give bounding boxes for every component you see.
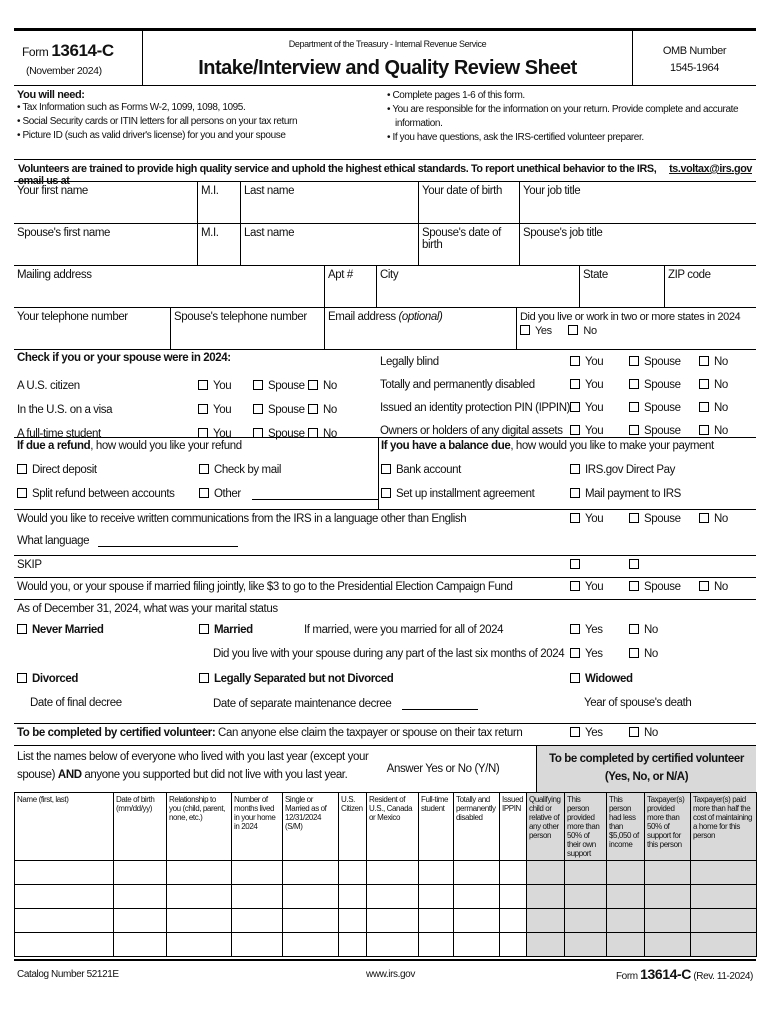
status-label: A full-time student	[17, 428, 101, 440]
visa-spouse-checkbox[interactable]	[253, 404, 263, 414]
column-header: Issued IPPIN	[500, 793, 527, 861]
instruction-item: • If you have questions, ask the IRS-certified volunteer preparer.	[387, 132, 644, 143]
refund-section: If due a refund, how would you like your refund Direct deposit Check by mail Split refund between accounts Other If you have a balance due, how would you like to make your payment Bank account IRS.gov Direct Pay Set up installment agreement Mail payment to IRS	[14, 438, 756, 510]
married-all-year-question: If married, were you married for all of 2024	[304, 624, 504, 636]
skip-label: SKIP	[17, 559, 42, 571]
married-all-year-yes-checkbox[interactable]	[570, 624, 580, 634]
spouse-job-title-field[interactable]: Spouse's job title	[519, 224, 756, 265]
student-spouse-checkbox[interactable]	[253, 428, 263, 438]
visa-you-checkbox[interactable]	[198, 404, 208, 414]
direct-deposit-checkbox[interactable]	[17, 464, 27, 474]
two-states-no-checkbox[interactable]	[568, 325, 578, 335]
spouse-first-name-field[interactable]: Spouse's first name	[17, 227, 111, 239]
split-refund-checkbox[interactable]	[17, 488, 27, 498]
form-header	[14, 28, 756, 86]
column-header: Name (first, last)	[15, 793, 114, 861]
final-decree-label: Date of final decree	[30, 697, 122, 709]
taxpayer-name-row	[14, 182, 756, 224]
column-header: Number of months lived in your home in 2024	[232, 793, 283, 861]
instruction-item: • Complete pages 1-6 of this form.	[387, 90, 525, 101]
language-spouse-checkbox[interactable]	[629, 513, 639, 523]
ethics-statement: Volunteers are trained to provide high quality service and uphold the highest ethical standards. To report unethical behavior to the IRS, email us at ts.voltax@irs.gov	[14, 160, 756, 182]
spouse-last-name-field[interactable]: Last name	[240, 224, 418, 265]
footer-form-id: Form 13614-C (Rev. 11-2024)	[615, 966, 753, 982]
form-date: (November 2024)	[26, 65, 102, 77]
married-all-year-no-checkbox[interactable]	[629, 624, 639, 634]
separate-decree-label: Date of separate maintenance decree	[213, 698, 392, 710]
department-name: Department of the Treasury - Internal Revenue Service	[288, 39, 487, 49]
blind-no-checkbox[interactable]	[699, 356, 709, 366]
what-language-label: What language	[17, 535, 90, 547]
status-heading: Check if you or your spouse were in 2024:	[17, 352, 231, 364]
ippin-you-checkbox[interactable]	[570, 402, 580, 412]
claim-no-checkbox[interactable]	[629, 727, 639, 737]
visa-no-checkbox[interactable]	[308, 404, 318, 414]
separate-decree-input[interactable]	[402, 697, 478, 710]
phone-field[interactable]: Your telephone number	[17, 311, 128, 323]
column-header: Full-time student	[419, 793, 454, 861]
mi-field[interactable]: M.I.	[197, 182, 240, 223]
other-refund-checkbox[interactable]	[199, 488, 209, 498]
table-row[interactable]	[15, 861, 757, 885]
lived-with-spouse-question: Did you live with your spouse during any part of the last six months of 2024	[213, 648, 565, 660]
spouse-phone-field[interactable]: Spouse's telephone number	[170, 308, 324, 349]
omb-box	[632, 31, 756, 85]
state-field[interactable]: State	[579, 266, 664, 307]
irs-website-link[interactable]: www.irs.gov	[366, 969, 415, 980]
citizen-no-checkbox[interactable]	[308, 380, 318, 390]
spouse-mi-field[interactable]: M.I.	[197, 224, 240, 265]
claim-yes-checkbox[interactable]	[570, 727, 580, 737]
balance-heading: If you have a balance due, how would you like to make your payment	[381, 440, 714, 452]
address-row	[14, 266, 756, 308]
campaign-question: Would you, or your spouse if married filing jointly, like $3 to go to the Presidential Election Campaign Fund	[17, 581, 513, 593]
language-question: Would you like to receive written communications from the IRS in a language other than English	[17, 513, 467, 525]
ippin-spouse-checkbox[interactable]	[629, 402, 639, 412]
email-field[interactable]: Email address (optional)	[324, 308, 516, 349]
status-section: Check if you or your spouse were in 2024: A U.S. citizen In the U.S. on a visa A full-time student You Spouse No You Spouse No You Spouse No Legally blind Totally and permanently disabled Issued an identity protection PIN (IPPIN) Owners or holders of any digital assets You Spouse No You Spouse No You Spouse No You Spouse No	[14, 350, 756, 438]
certified-volunteer-header: To be completed by certified volunteer (Yes, No, or N/A)	[536, 746, 756, 792]
form-label: Form	[22, 45, 49, 59]
table-row[interactable]	[15, 933, 757, 957]
column-header: Taxpayer(s) paid more than half the cost of maintaining a home for this person	[691, 793, 757, 861]
form-number: 13614-C	[51, 41, 114, 60]
refund-heading: If due a refund, how would you like your refund	[17, 440, 242, 452]
status-label: Owners or holders of any digital assets	[380, 425, 563, 437]
instruction-item: • You are responsible for the information on your return. Provide complete and accurate information.	[387, 104, 739, 129]
dob-field[interactable]: Your date of birth	[418, 182, 519, 223]
language-section: Would you like to receive written communications from the IRS in a language other than English You Spouse No What language	[14, 510, 756, 556]
column-header: Single or Married as of 12/31/2024 (S/M)	[283, 793, 339, 861]
omb-number: 1545-1964	[669, 62, 719, 74]
form-page	[14, 28, 756, 989]
language-you-checkbox[interactable]	[570, 513, 580, 523]
student-you-checkbox[interactable]	[198, 428, 208, 438]
widowed-checkbox[interactable]	[570, 673, 580, 683]
column-header: U.S. Citizen	[339, 793, 367, 861]
disabled-you-checkbox[interactable]	[570, 379, 580, 389]
what-language-input[interactable]	[98, 534, 238, 547]
never-married-checkbox[interactable]	[17, 624, 27, 634]
contact-row	[14, 308, 756, 350]
status-label: Totally and permanently disabled	[380, 379, 535, 391]
last-name-field[interactable]: Last name	[240, 182, 418, 223]
citizen-spouse-checkbox[interactable]	[253, 380, 263, 390]
direct-pay-checkbox[interactable]	[570, 464, 580, 474]
marital-question: As of December 31, 2024, what was your marital status	[17, 603, 278, 615]
title-box	[142, 31, 632, 85]
form-title: Intake/Interview and Quality Review Sheet	[198, 57, 577, 79]
need-item: • Social Security cards or ITIN letters for all persons on your tax return	[17, 116, 298, 127]
column-header: Resident of U.S., Canada or Mexico	[367, 793, 419, 861]
blind-spouse-checkbox[interactable]	[629, 356, 639, 366]
two-states-yes-checkbox[interactable]	[520, 325, 530, 335]
divorced-checkbox[interactable]	[17, 673, 27, 683]
city-field[interactable]: City	[376, 266, 579, 307]
column-header: Taxpayer(s) provided more than 50% of support for this person	[645, 793, 691, 861]
bank-account-checkbox[interactable]	[381, 464, 391, 474]
disabled-spouse-checkbox[interactable]	[629, 379, 639, 389]
separated-checkbox[interactable]	[199, 673, 209, 683]
zip-field[interactable]: ZIP code	[664, 266, 756, 307]
table-row[interactable]	[15, 885, 757, 909]
need-item: • Tax Information such as Forms W-2, 1099, 1098, 1095.	[17, 102, 246, 113]
household-header-row	[15, 793, 757, 861]
household-table	[14, 792, 757, 957]
status-label: Issued an identity protection PIN (IPPIN)	[380, 402, 571, 414]
skip-checkbox-1[interactable]	[570, 559, 580, 569]
mail-payment-checkbox[interactable]	[570, 488, 580, 498]
column-header: This person had less than $5,050 of income	[607, 793, 645, 861]
form-footer	[14, 959, 756, 989]
omb-label: OMB Number	[662, 45, 727, 57]
digital-no-checkbox[interactable]	[699, 425, 709, 435]
other-refund-input[interactable]	[252, 488, 378, 500]
married-checkbox[interactable]	[199, 624, 209, 634]
skip-row	[14, 556, 756, 578]
lived-with-spouse-no-checkbox[interactable]	[629, 648, 639, 658]
table-row[interactable]	[15, 909, 757, 933]
installment-checkbox[interactable]	[381, 488, 391, 498]
status-label: Legally blind	[380, 356, 439, 368]
column-header: Qualifying child or relative of any other person	[527, 793, 565, 861]
job-title-field[interactable]: Your job title	[519, 182, 756, 223]
citizen-you-checkbox[interactable]	[198, 380, 208, 390]
check-by-mail-checkbox[interactable]	[199, 464, 209, 474]
marital-section: As of December 31, 2024, what was your marital status Never Married Married If married, were you married for all of 2024 Yes No Did you live with your spouse during any part of the last six months of 2024 Yes No Divorced Legally Separated but not Divorced Widowed Date of final decree Date of separate maintenance decree Year of spouse's death	[14, 600, 756, 724]
column-header: This person provided more than 50% of their own support	[565, 793, 607, 861]
campaign-spouse-checkbox[interactable]	[629, 581, 639, 591]
need-item: • Picture ID (such as valid driver's license) for you and your spouse	[17, 130, 286, 141]
digital-spouse-checkbox[interactable]	[629, 425, 639, 435]
spouse-name-row	[14, 224, 756, 266]
skip-checkbox-2[interactable]	[629, 559, 639, 569]
blind-you-checkbox[interactable]	[570, 356, 580, 366]
lived-with-spouse-yes-checkbox[interactable]	[570, 648, 580, 658]
catalog-number: Catalog Number 52121E	[17, 969, 119, 980]
household-intro: List the names below of everyone who lived with you last year (except your spouse) AND anyone you supported but did not live with you last year. Answer Yes or No (Y/N) To be completed by certified volunteer (Yes, No, or N/A)	[14, 746, 756, 792]
campaign-you-checkbox[interactable]	[570, 581, 580, 591]
you-will-need-heading: You will need:	[17, 89, 85, 101]
digital-you-checkbox[interactable]	[570, 425, 580, 435]
status-label: In the U.S. on a visa	[17, 404, 113, 416]
column-header: Date of birth (mm/dd/yy)	[114, 793, 167, 861]
status-label: A U.S. citizen	[17, 380, 80, 392]
claim-dependent-section: To be completed by certified volunteer: Can anyone else claim the taxpayer or spouse on their tax return Yes No	[14, 724, 756, 746]
claim-question: To be completed by certified volunteer: Can anyone else claim the taxpayer or spouse on their tax return	[17, 727, 523, 739]
ippin-no-checkbox[interactable]	[699, 402, 709, 412]
mailing-address-field[interactable]: Mailing address	[17, 269, 92, 281]
form-id-box	[14, 31, 142, 85]
apt-field[interactable]: Apt #	[324, 266, 376, 307]
column-header: Relationship to you (child, parent, none, etc.)	[167, 793, 232, 861]
disabled-no-checkbox[interactable]	[699, 379, 709, 389]
campaign-section: Would you, or your spouse if married filing jointly, like $3 to go to the Presidential Election Campaign Fund You Spouse No	[14, 578, 756, 600]
campaign-no-checkbox[interactable]	[699, 581, 709, 591]
you-will-need-section	[14, 86, 756, 160]
two-states-question: Did you live or work in two or more states in 2024 Yes No	[516, 308, 756, 349]
report-email-link[interactable]: ts.voltax@irs.gov	[669, 163, 752, 175]
student-no-checkbox[interactable]	[308, 428, 318, 438]
spouse-death-label: Year of spouse's death	[584, 697, 692, 709]
spouse-dob-field[interactable]: Spouse's date of birth	[418, 224, 519, 265]
first-name-field[interactable]: Your first name	[17, 185, 88, 197]
column-header: Totally and permanently disabled	[454, 793, 500, 861]
answer-yn-label: Answer Yes or No (Y/N)	[386, 763, 500, 775]
language-no-checkbox[interactable]	[699, 513, 709, 523]
